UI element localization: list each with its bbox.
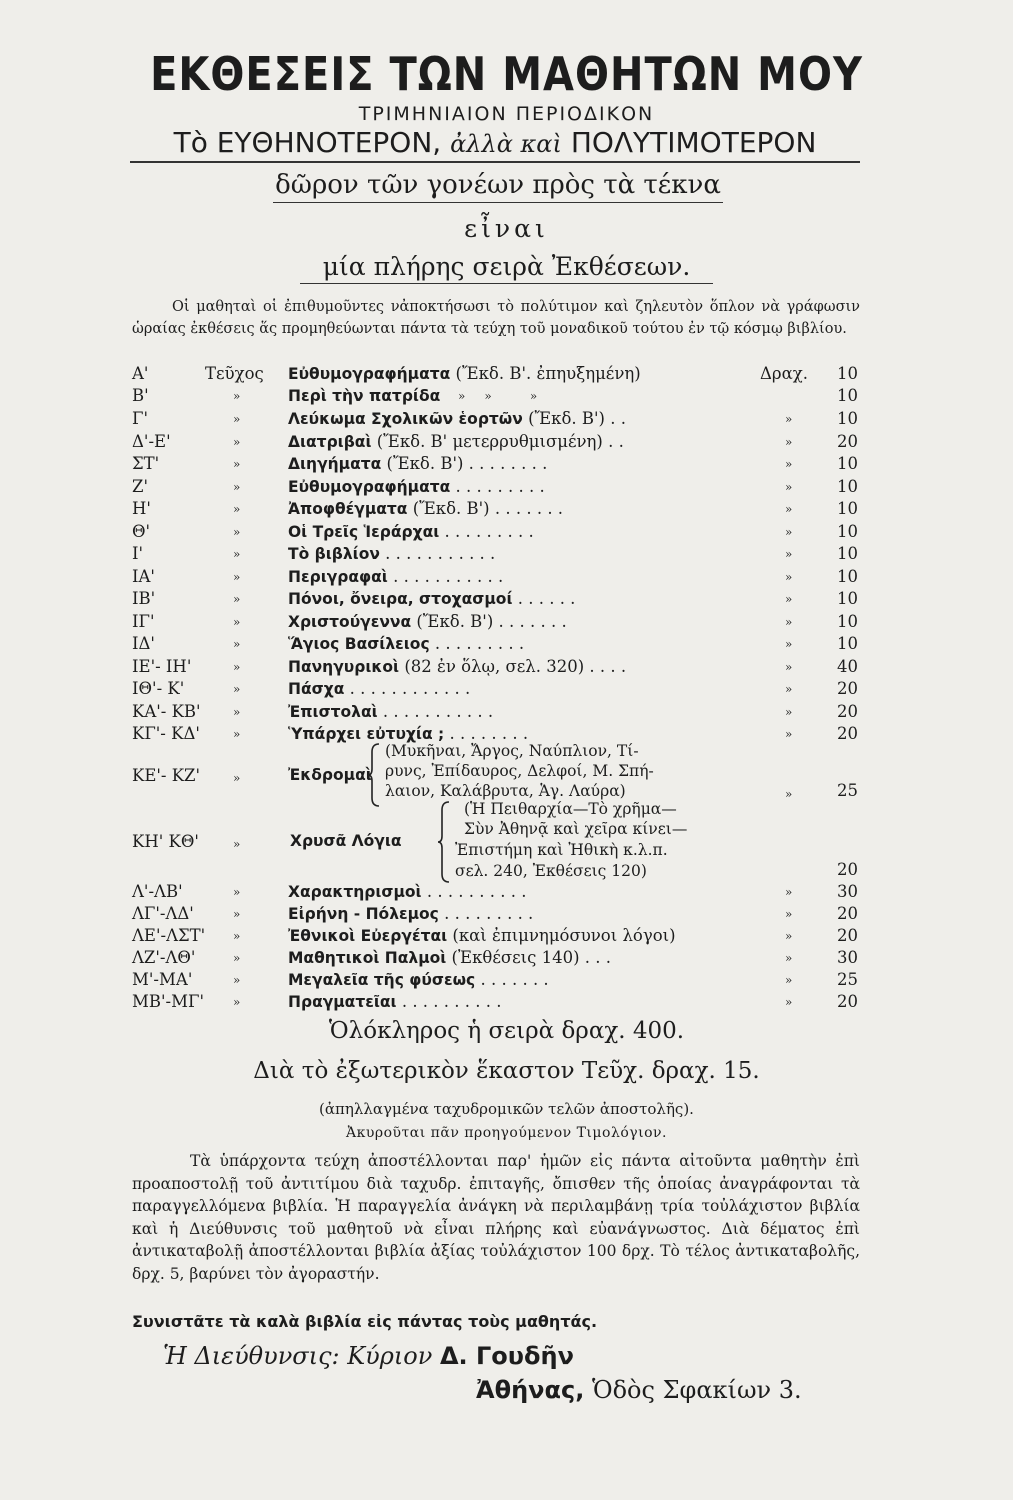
row-price: 20 bbox=[837, 926, 858, 945]
row-label: Μ'-ΜΑ' bbox=[132, 970, 193, 989]
catalog-row bbox=[0, 634, 1013, 656]
row-title: Χρυσᾶ Λόγια bbox=[290, 832, 402, 850]
row-price: 20 bbox=[837, 992, 858, 1011]
row-title: Εἰρήνη - Πόλεμος . . . . . . . . . bbox=[288, 904, 534, 923]
ditto-mark: » bbox=[233, 704, 241, 719]
ditto-mark: » bbox=[785, 569, 793, 584]
row-price: 10 bbox=[837, 611, 858, 631]
row-label: ΛΓ'-ΛΔ' bbox=[132, 904, 194, 923]
ditto-mark: » bbox=[785, 479, 793, 494]
row-price: 20 bbox=[837, 701, 858, 721]
row-title: Πραγματεῖαι . . . . . . . . . . bbox=[288, 992, 502, 1011]
row-label: Θ' bbox=[132, 521, 151, 541]
row-price: 20 bbox=[837, 679, 858, 698]
ditto-mark: » bbox=[785, 885, 793, 899]
catalog-row bbox=[0, 992, 1013, 1014]
row-label: ΙΒ' bbox=[132, 589, 156, 608]
row-label: ΚΗ' ΚΘ' bbox=[132, 832, 199, 851]
ditto-mark: » bbox=[785, 547, 793, 561]
catalog-row bbox=[0, 477, 1013, 499]
row-title: Χαρακτηρισμοὶ . . . . . . . . . . bbox=[288, 882, 527, 901]
ditto-mark: » bbox=[785, 614, 793, 629]
ditto-mark: » bbox=[233, 547, 241, 561]
address-to: Κύριον bbox=[347, 1342, 433, 1370]
ditto-mark: » bbox=[785, 995, 793, 1009]
ekdromai-line-2: ρυνς, Ἐπίδαυρος, Δελφοί, Μ. Σπή- bbox=[385, 762, 654, 780]
ditto-mark: » bbox=[233, 457, 241, 471]
row-label: ΙΘ'- Κ' bbox=[132, 679, 185, 698]
ditto-mark: » bbox=[233, 412, 241, 426]
catalog-row bbox=[0, 567, 1013, 589]
ditto-mark: » bbox=[233, 659, 241, 674]
ditto-mark: » bbox=[785, 787, 793, 801]
row-title: Χριστούγεννα (Ἔκδ. Β') . . . . . . . bbox=[288, 611, 567, 631]
ditto-mark: » bbox=[233, 951, 241, 965]
row-label: ΚΓ'- ΚΔ' bbox=[132, 724, 200, 743]
row-title: Λεύκωμα Σχολικῶν ἑορτῶν (Ἔκδ. Β') . . bbox=[288, 409, 626, 428]
row-label: Ζ' bbox=[132, 476, 149, 496]
headline bbox=[130, 126, 860, 163]
row-price: 10 bbox=[837, 386, 858, 405]
ditto-mark: » bbox=[233, 524, 241, 539]
catalog-row bbox=[0, 544, 1013, 566]
order-notice: Τὰ ὑπάρχοντα τεύχη ἀποστέλλονται παρ' ἡμῶν εἰς πάντα αἰτοῦντα μαθητὴν ἐπὶ προαποστολῇ τοῦ ἀντιτίμου διὰ ταχυδρ. ἐπιταγῆς, ὄπισθεν τῆς ὁποίας ἀναγράφονται τὰ παραγγελλόμενα βιβλία. Ἡ παραγγελία ἀνάγκη νὰ περιλαμβάνῃ τρία τοὐλάχιστον βιβλία καὶ ἡ Διεύθυνσις τοῦ μαθητοῦ νὰ εἶναι πλήρης καὶ εὐανάγνωστος. Διὰ δέματος ἐπὶ ἀντικαταβολῇ ἀποστέλλονται βιβλία ἀξίας τοὐλάχιστον 100 δρχ. Τὸ τέλος ἀντικαταβολῆς, δρχ. 5, βαρύνει τὸν ἀγοραστήν. bbox=[132, 1152, 860, 1283]
row-price: 10 bbox=[837, 476, 858, 496]
ditto-mark: » bbox=[785, 704, 793, 719]
row-price: 20 bbox=[837, 860, 858, 879]
row-price: 10 bbox=[837, 499, 858, 518]
row-title: Διατριβαὶ (Ἔκδ. Β' μετερρυθμισμένη) . . bbox=[288, 431, 624, 451]
ditto-mark: » bbox=[233, 837, 241, 851]
row-label: Λ'-ΛΒ' bbox=[132, 882, 183, 901]
catalog-row bbox=[0, 882, 1013, 904]
ditto-mark: » bbox=[233, 614, 241, 629]
brace-icon bbox=[437, 800, 451, 884]
row-price: 30 bbox=[837, 882, 858, 901]
row-label: ΣΤ' bbox=[132, 454, 160, 473]
teuxos-label: Τεῦχος bbox=[205, 364, 264, 383]
row-label: Δ'-Ε' bbox=[132, 431, 171, 451]
row-price: 25 bbox=[837, 970, 858, 989]
ditto-mark: » bbox=[785, 907, 793, 921]
row-title: Ἐπιστολαὶ . . . . . . . . . . . bbox=[288, 701, 494, 721]
address-city: Ἀθήνας, bbox=[476, 1376, 585, 1404]
ditto-mark: » bbox=[233, 771, 241, 785]
row-label: ΛΕ'-ΛΣΤ' bbox=[132, 926, 206, 945]
ditto-mark: » bbox=[785, 592, 793, 606]
series-line: μία πλήρης σειρὰ Ἐκθέσεων. bbox=[300, 252, 713, 284]
row-label: Ι' bbox=[132, 544, 144, 563]
address-label: Ἡ Διεύθυνσις: bbox=[163, 1342, 340, 1370]
row-price: 40 bbox=[837, 656, 858, 676]
ditto-mark: » bbox=[785, 973, 793, 987]
row-price: 20 bbox=[837, 431, 858, 451]
row-title: Οἱ Τρεῖς Ἱεράρχαι . . . . . . . . . bbox=[288, 521, 534, 541]
ditto-mark: » bbox=[233, 929, 241, 943]
row-price: 30 bbox=[837, 948, 858, 967]
ditto-mark: » bbox=[233, 885, 241, 899]
catalog-row bbox=[0, 657, 1013, 679]
row-title: Διηγήματα (Ἔκδ. Β') . . . . . . . . bbox=[288, 454, 548, 473]
row-label: ΛΖ'-ΛΘ' bbox=[132, 948, 196, 967]
ditto-mark: » bbox=[233, 907, 241, 921]
ditto-mark: » bbox=[785, 434, 793, 449]
row-title: Πόνοι, ὄνειρα, στοχασμοί . . . . . . bbox=[288, 589, 576, 608]
magazine-subtitle: ΤΡΙΜΗΝΙΑΙΟΝ ΠΕΡΙΟΔΙΚΟΝ bbox=[358, 103, 655, 125]
row-label: ΙΓ' bbox=[132, 611, 155, 631]
ditto-mark: » bbox=[233, 592, 241, 606]
ekdromai-line-3: λαιον, Καλάβρυτα, Ἁγ. Λαύρα) bbox=[385, 782, 626, 800]
magazine-title: ΕΚΘΕΣΕΙΣ ΤΩΝ ΜΑΘΗΤΩΝ ΜΟΥ bbox=[150, 48, 863, 102]
catalog-row bbox=[0, 612, 1013, 634]
row-title: Εὐθυμογραφήματα (Ἔκδ. Β'. ἐπηυξημένη) bbox=[288, 364, 641, 383]
catalog-row bbox=[0, 589, 1013, 611]
row-label: Γ' bbox=[132, 409, 148, 428]
einai-line: εἶναι bbox=[464, 214, 549, 243]
row-label: ΜΒ'-ΜΓ' bbox=[132, 992, 205, 1011]
row-label: ΚΑ'- ΚΒ' bbox=[132, 701, 201, 721]
catalog-row bbox=[0, 970, 1013, 992]
row-price: 10 bbox=[837, 589, 858, 608]
intro-paragraph: Οἱ μαθηταὶ οἱ ἐπιθυμοῦντες νἀποκτήσωσι τὸ πολύτιμον καὶ ζηλευτὸν ὅπλον νὰ γράφωσιν ὡραίας ἐκθέσεις ἅς προμηθεύωνται πάντα τὰ τεύχη τοῦ μοναδικοῦ τούτου ἐν τῷ κόσμῳ βιβλίου. bbox=[132, 299, 860, 337]
row-label: ΚΕ'- ΚΖ' bbox=[132, 766, 201, 785]
chrysa-line-1: (Ἡ Πειθαρχία—Τὸ χρῆμα— bbox=[464, 800, 677, 818]
row-title: Ἀποφθέγματα (Ἔκδ. Β') . . . . . . . bbox=[288, 499, 564, 518]
ditto-mark: » bbox=[785, 524, 793, 539]
headline-part-a: Τὸ ΕΥΘΗΝΟΤΕΡΟΝ, bbox=[173, 126, 442, 159]
row-title: Πάσχα . . . . . . . . . . . . bbox=[288, 679, 471, 698]
ditto-mark: » bbox=[785, 682, 793, 696]
catalog-row bbox=[0, 454, 1013, 476]
row-price: 10 bbox=[837, 364, 858, 383]
row-price: 10 bbox=[837, 454, 858, 473]
ditto-mark: » bbox=[785, 457, 793, 471]
row-price: 20 bbox=[837, 724, 858, 743]
ditto-mark: » bbox=[233, 479, 241, 494]
row-price: 25 bbox=[837, 781, 858, 800]
brace-icon bbox=[367, 742, 381, 808]
ditto-mark: » bbox=[785, 727, 793, 741]
row-title: Τὸ βιβλίον . . . . . . . . . . . bbox=[288, 544, 496, 563]
ditto-mark: » bbox=[233, 502, 241, 516]
row-title: Ἐκδρομαὶ bbox=[288, 766, 372, 784]
ditto-mark: » bbox=[233, 434, 241, 449]
ditto-mark: » bbox=[785, 951, 793, 965]
catalog-row bbox=[0, 499, 1013, 521]
row-label: ΙΔ' bbox=[132, 634, 155, 653]
ditto-mark: » bbox=[785, 412, 793, 426]
abroad-price-line: Διὰ τὸ ἐξωτερικὸν ἕκαστον Τεῦχ. δραχ. 15. bbox=[253, 1058, 760, 1084]
row-price: 10 bbox=[837, 409, 858, 428]
address-line-1 bbox=[163, 1342, 574, 1370]
headline-part-c: ΠΟΛΥΤΙΜΟΤΕΡΟΝ bbox=[570, 126, 817, 159]
ditto-mark: » bbox=[785, 659, 793, 674]
row-price: 20 bbox=[837, 904, 858, 923]
ditto-mark: » bbox=[785, 929, 793, 943]
cancel-note: Ἀκυροῦται πᾶν προηγούμενον Τιμολόγιον. bbox=[345, 1125, 667, 1141]
ditto-marks: » » » bbox=[458, 389, 538, 403]
catalog-row bbox=[0, 702, 1013, 724]
catalog-row bbox=[0, 679, 1013, 701]
chrysa-line-4: σελ. 240, Ἐκθέσεις 120) bbox=[455, 862, 647, 880]
catalog-row bbox=[0, 432, 1013, 454]
row-label: ΙΕ'- ΙΗ' bbox=[132, 656, 192, 676]
row-title: Εὐθυμογραφήματα . . . . . . . . . bbox=[288, 476, 545, 496]
row-label: Β' bbox=[132, 386, 149, 405]
address-line-2 bbox=[476, 1376, 802, 1404]
ditto-mark: » bbox=[785, 637, 793, 651]
row-price: 10 bbox=[837, 634, 858, 653]
row-label: Α' bbox=[132, 364, 149, 383]
row-title: Ἅγιος Βασίλειος . . . . . . . . . bbox=[288, 634, 525, 653]
row-price: 10 bbox=[837, 566, 858, 586]
catalog-row bbox=[0, 904, 1013, 926]
ekdromai-line-1: (Μυκῆναι, Ἄργος, Ναύπλιον, Τί- bbox=[385, 742, 639, 760]
row-title: Πανηγυρικοὶ (82 ἐν ὅλῳ, σελ. 320) . . . . bbox=[288, 656, 627, 676]
catalog-row bbox=[0, 522, 1013, 544]
ditto-mark: » bbox=[233, 569, 241, 584]
headline-part-b: ἀλλὰ καὶ bbox=[450, 130, 562, 158]
row-label: ΙΑ' bbox=[132, 566, 155, 586]
gift-line: δῶρον τῶν γονέων πρὸς τὰ τέκνα bbox=[273, 170, 723, 203]
row-title: Περὶ τὴν πατρίδα bbox=[288, 387, 441, 405]
total-price-line: Ὁλόκληρος ἡ σειρὰ δραχ. 400. bbox=[328, 1018, 685, 1044]
ditto-mark: » bbox=[233, 973, 241, 987]
ditto-mark: » bbox=[233, 995, 241, 1009]
row-title: Περιγραφαὶ . . . . . . . . . . . bbox=[288, 566, 504, 586]
address-name: Δ. Γουδῆν bbox=[439, 1342, 574, 1370]
recommendation: Συνιστᾶτε τὰ καλὰ βιβλία εἰς πάντας τοὺς μαθητάς. bbox=[132, 1312, 598, 1331]
row-title: Μεγαλεῖα τῆς φύσεως . . . . . . . bbox=[288, 970, 549, 989]
row-price: 10 bbox=[837, 544, 858, 563]
row-price: 10 bbox=[837, 521, 858, 541]
catalog-row-second bbox=[0, 386, 1013, 408]
postal-note: (ἀπηλλαγμένα ταχυδρομικῶν τελῶν ἀποστολῆς). bbox=[319, 1100, 694, 1118]
row-title: Ὑπάρχει εὐτυχία ; . . . . . . . . bbox=[288, 724, 529, 743]
row-title: Μαθητικοὶ Παλμοὶ (Ἐκθέσεις 140) . . . bbox=[288, 948, 612, 967]
ditto-mark: » bbox=[785, 502, 793, 516]
catalog-row-first bbox=[0, 364, 1013, 386]
row-title: Ἐθνικοὶ Εὐεργέται (καὶ ἐπιμνημόσυνοι λόγοι) bbox=[288, 926, 676, 945]
catalog-row bbox=[0, 926, 1013, 948]
catalog-row bbox=[0, 409, 1013, 431]
address-street: Ὁδὸς Σφακίων 3. bbox=[591, 1376, 802, 1404]
ditto-mark: » bbox=[233, 389, 241, 403]
ditto-mark: » bbox=[233, 682, 241, 696]
row-label: Η' bbox=[132, 499, 151, 518]
ditto-mark: » bbox=[233, 637, 241, 651]
catalog-row bbox=[0, 948, 1013, 970]
chrysa-line-3: Ἐπιστήμη καὶ Ἠθικὴ κ.λ.π. bbox=[455, 841, 668, 859]
chrysa-line-2: Σὺν Ἀθηνᾷ καὶ χεῖρα κίνει— bbox=[464, 820, 688, 838]
currency-label: Δραχ. bbox=[760, 364, 809, 383]
ditto-mark: » bbox=[233, 727, 241, 741]
